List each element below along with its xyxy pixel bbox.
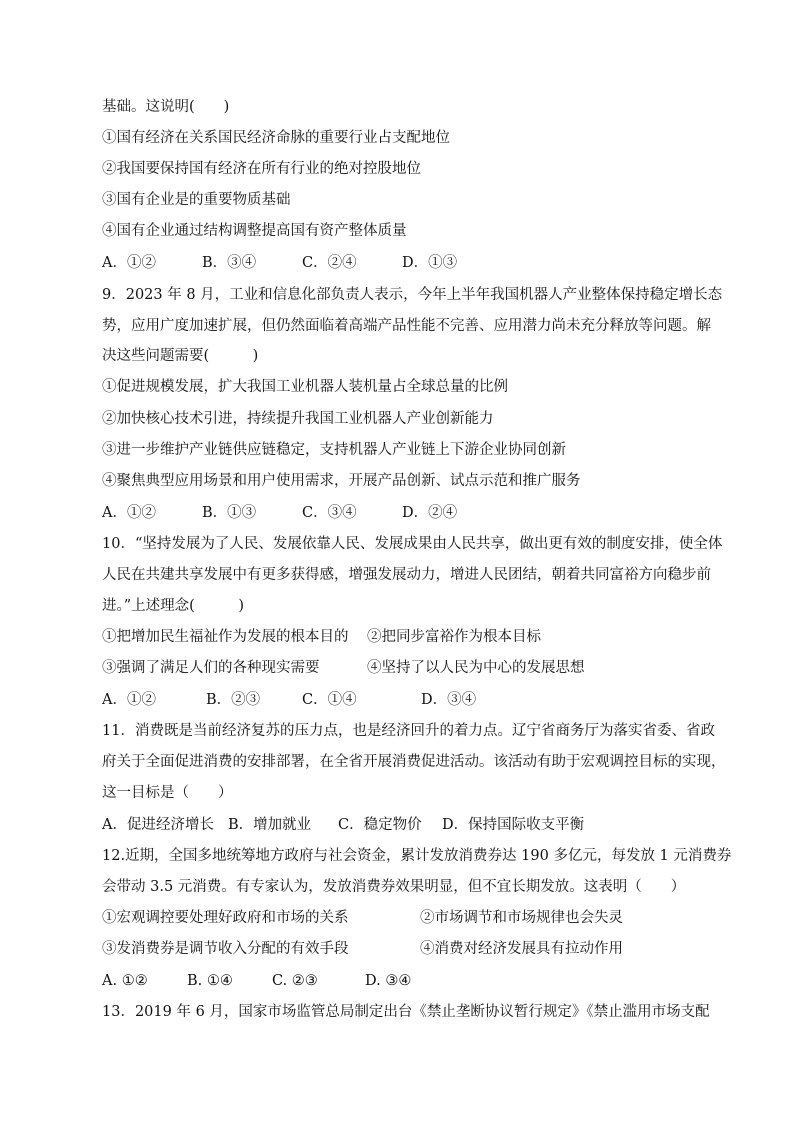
- option-a: A．①②: [102, 692, 156, 708]
- question-8-stem-end: 基础。这说明( ): [102, 99, 230, 115]
- question-9-stem: 决这些问题需要( ): [102, 348, 259, 364]
- question-10-stem: 10．“坚持发展为了人民、发展依靠人民、发展成果由人民共享，做出更有效的制度安排，使全体: [102, 536, 723, 552]
- q12-statements-row-2: [102, 939, 623, 959]
- q10-statement-3: ③强调了满足人们的各种现实需要: [102, 660, 320, 676]
- question-11-stem: 府关于全面促进消费的安排部署，在全省开展消费促进活动。该活动有助于宏观调控目标的实现，: [102, 754, 726, 770]
- option-c: C．③④: [302, 505, 357, 521]
- option-b: B．②③: [206, 692, 261, 708]
- q10-statements-row-2: [102, 658, 585, 678]
- q12-options: [102, 971, 411, 991]
- question-9-stem: 9．2023 年 8 月，工业和信息化部负责人表示，今年上半年我国机器人产业整体保持稳定增长态: [102, 287, 723, 303]
- option-a: A．①②: [102, 505, 156, 521]
- option-b: B．①③: [202, 505, 257, 521]
- q9-options: [102, 503, 457, 523]
- q8-statement-3: ③国有企业是的重要物质基础: [102, 192, 291, 208]
- q10-statement-1: ①把增加民生福祉作为发展的根本目的: [102, 629, 349, 645]
- q8-statement-4: ④国有企业通过结构调整提高国有资产整体质量: [102, 223, 407, 239]
- option-b: B．③④: [202, 255, 257, 271]
- question-11-stem: 这一目标是（ ）: [102, 785, 233, 801]
- option-a: A．促进经济增长: [102, 817, 214, 833]
- option-b: B. ①④: [187, 973, 233, 989]
- option-d: D．③④: [421, 692, 477, 708]
- q12-statement-1: ①宏观调控要处理好政府和市场的关系: [102, 910, 349, 926]
- question-12-stem: 会带动 3.5 元消费。有专家认为，发放消费券效果明显，但不宜长期发放。这表明（ ）: [102, 879, 686, 895]
- option-c: C. ②③: [272, 973, 318, 989]
- q9-statement-1: ①促进规模发展，扩大我国工业机器人装机量占全球总量的比例: [102, 379, 508, 395]
- q9-statement-4: ④聚焦典型应用场景和用户使用需求，开展产品创新、试点示范和推广服务: [102, 473, 581, 489]
- q8-statement-1: ①国有经济在关系国民经济命脉的重要行业占支配地位: [102, 130, 450, 146]
- option-d: D．①③: [402, 255, 458, 271]
- option-c: C．②④: [302, 255, 357, 271]
- option-d: D．②④: [402, 505, 458, 521]
- q9-statement-3: ③进一步维护产业链供应链稳定，支持机器人产业链上下游企业协同创新: [102, 442, 566, 458]
- question-11-stem: 11．消费既是当前经济复苏的压力点，也是经济回升的着力点。辽宁省商务厅为落实省委、省政: [102, 723, 715, 739]
- question-13-stem: 13．2019 年 6 月，国家市场监管总局制定出台《禁止垄断协议暂行规定》《禁止滥用市场支配: [102, 1004, 710, 1020]
- q12-statement-4: ④消费对经济发展具有拉动作用: [420, 941, 623, 957]
- option-b: B．增加就业: [228, 817, 312, 833]
- option-a: A．①②: [102, 255, 156, 271]
- question-10-stem: 进。”上述理念( ): [102, 598, 244, 614]
- q8-statement-2: ②我国要保持国有经济在所有行业的绝对控股地位: [102, 161, 421, 177]
- option-a: A. ①②: [102, 973, 148, 989]
- q9-statement-2: ②加快核心技术引进，持续提升我国工业机器人产业创新能力: [102, 411, 494, 427]
- q11-options: [102, 815, 584, 835]
- q10-statement-2: ②把同步富裕作为根本目标: [367, 629, 541, 645]
- q12-statements-row-1: [102, 908, 623, 928]
- option-c: C．①④: [302, 692, 357, 708]
- q10-statement-4: ④坚持了以人民为中心的发展思想: [367, 660, 585, 676]
- option-c: C．稳定物价: [338, 817, 422, 833]
- option-d: D．保持国际收支平衡: [442, 817, 585, 833]
- question-10-stem: 人民在共建共享发展中有更多获得感，增强发展动力，增进人民团结，朝着共同富裕方向稳步前: [102, 567, 711, 583]
- q10-options: [102, 690, 476, 710]
- q12-statement-3: ③发消费券是调节收入分配的有效手段: [102, 941, 349, 957]
- q12-statement-2: ②市场调节和市场规律也会失灵: [420, 910, 623, 926]
- option-d: D. ③④: [365, 973, 412, 989]
- question-9-stem: 势，应用广度加速扩展，但仍然面临着高端产品性能不完善、应用潜力尚未充分释放等问题。解: [102, 318, 711, 334]
- q10-statements-row-1: [102, 627, 541, 647]
- question-12-stem: 12.近期，全国多地统筹地方政府与社会资金，累计发放消费券达 190 多亿元，每发放 1 元消费券: [102, 848, 732, 864]
- q8-options: [102, 253, 457, 273]
